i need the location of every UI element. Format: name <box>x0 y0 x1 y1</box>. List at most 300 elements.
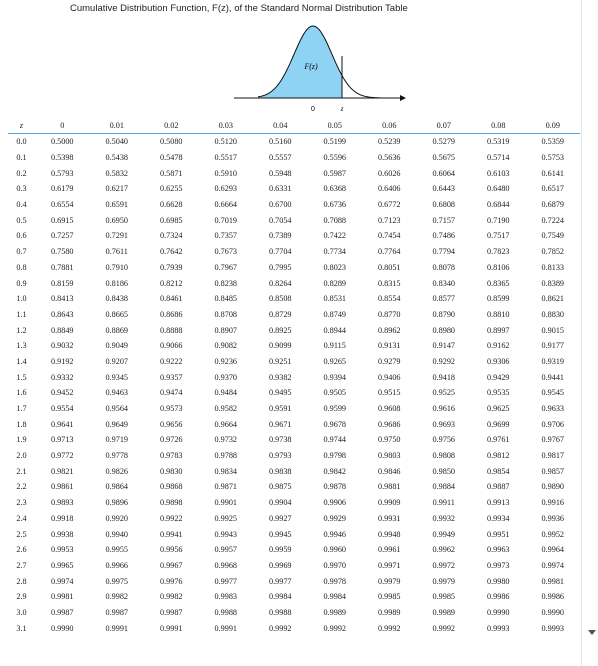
z-value-cell: 2.4 <box>16 513 27 523</box>
table-row <box>8 495 580 511</box>
probability-cell: 0.9992 <box>268 623 292 633</box>
table-row <box>8 385 580 401</box>
z-value-cell: 0.7 <box>16 247 27 257</box>
probability-cell: 0.9649 <box>105 419 128 429</box>
probability-cell: 0.9656 <box>159 419 183 429</box>
probability-cell: 0.9608 <box>377 404 401 414</box>
z-value-cell: 2.1 <box>16 466 27 476</box>
probability-cell: 0.9898 <box>159 498 183 508</box>
probability-cell: 0.5239 <box>377 137 401 147</box>
table-row <box>8 511 580 527</box>
z-value-cell: 1.5 <box>16 372 27 382</box>
probability-cell: 0.8621 <box>541 294 564 304</box>
probability-cell: 0.5199 <box>323 137 346 147</box>
probability-cell: 0.6179 <box>50 184 74 194</box>
probability-cell: 0.7794 <box>432 247 455 257</box>
z-value-cell: 2.0 <box>16 451 27 461</box>
probability-cell: 0.9878 <box>323 482 346 492</box>
probability-cell: 0.9429 <box>486 372 510 382</box>
shaded-area <box>258 26 342 98</box>
probability-cell: 0.5160 <box>268 137 292 147</box>
probability-cell: 0.6064 <box>432 168 455 178</box>
cdf-table <box>8 117 580 636</box>
probability-cell: 0.9986 <box>541 592 564 602</box>
probability-cell: 0.9032 <box>50 341 74 351</box>
probability-cell: 0.8051 <box>377 262 401 272</box>
probability-cell: 0.8485 <box>214 294 237 304</box>
probability-cell: 0.9821 <box>50 466 74 476</box>
table-row <box>8 526 580 542</box>
probability-cell: 0.9993 <box>541 623 564 633</box>
probability-cell: 0.9989 <box>432 607 455 617</box>
probability-cell: 0.9922 <box>159 513 183 523</box>
probability-cell: 0.9984 <box>268 592 292 602</box>
probability-cell: 0.5438 <box>105 153 128 163</box>
z-value-cell: 0.5 <box>16 215 27 225</box>
column-header: 0.05 <box>327 120 342 130</box>
probability-cell: 0.9706 <box>541 419 564 429</box>
probability-cell: 0.9987 <box>105 607 128 617</box>
probability-cell: 0.6700 <box>268 200 292 210</box>
probability-cell: 0.9941 <box>159 529 183 539</box>
table-row <box>8 134 580 150</box>
probability-cell: 0.9875 <box>268 482 292 492</box>
probability-cell: 0.7123 <box>377 215 401 225</box>
probability-cell: 0.9265 <box>323 356 346 366</box>
probability-cell: 0.5040 <box>105 137 128 147</box>
probability-cell: 0.7257 <box>50 231 74 241</box>
probability-cell: 0.8413 <box>50 294 74 304</box>
probability-cell: 0.9463 <box>105 388 128 398</box>
probability-cell: 0.6103 <box>486 168 510 178</box>
probability-cell: 0.5478 <box>159 153 183 163</box>
z-value-cell: 2.3 <box>16 498 27 508</box>
probability-cell: 0.9901 <box>214 498 237 508</box>
probability-cell: 0.9850 <box>432 466 455 476</box>
probability-cell: 0.6443 <box>432 184 455 194</box>
area-label: F(z) <box>304 62 318 71</box>
probability-cell: 0.9925 <box>214 513 237 523</box>
probability-cell: 0.9738 <box>268 435 292 445</box>
z-value-cell: 0.2 <box>16 168 27 178</box>
probability-cell: 0.6591 <box>105 200 128 210</box>
probability-cell: 0.6480 <box>486 184 510 194</box>
probability-cell: 0.9812 <box>486 451 510 461</box>
probability-cell: 0.6217 <box>105 184 128 194</box>
table-row <box>8 416 580 432</box>
chevron-down-icon[interactable] <box>588 630 596 635</box>
probability-cell: 0.9808 <box>432 451 455 461</box>
probability-cell: 0.9599 <box>323 404 346 414</box>
probability-cell: 0.9515 <box>377 388 401 398</box>
z-value-cell: 0.4 <box>16 200 27 210</box>
probability-cell: 0.6255 <box>159 184 183 194</box>
probability-cell: 0.9961 <box>377 545 401 555</box>
table-header-row <box>8 117 580 134</box>
probability-cell: 0.8159 <box>50 278 74 288</box>
probability-cell: 0.9564 <box>105 404 128 414</box>
probability-cell: 0.9965 <box>50 560 74 570</box>
probability-cell: 0.7054 <box>268 215 292 225</box>
probability-cell: 0.9989 <box>323 607 346 617</box>
probability-cell: 0.8106 <box>486 262 510 272</box>
z-value-cell: 0.1 <box>16 153 27 163</box>
probability-cell: 0.8554 <box>377 294 401 304</box>
z-value-cell: 2.9 <box>16 592 27 602</box>
probability-cell: 0.9535 <box>486 388 510 398</box>
probability-cell: 0.8962 <box>377 325 401 335</box>
probability-cell: 0.9306 <box>486 356 510 366</box>
probability-cell: 0.9890 <box>541 482 564 492</box>
probability-cell: 0.9993 <box>486 623 510 633</box>
probability-cell: 0.5557 <box>268 153 292 163</box>
probability-cell: 0.8315 <box>377 278 401 288</box>
z-value-cell: 1.0 <box>16 294 27 304</box>
probability-cell: 0.9975 <box>105 576 128 586</box>
probability-cell: 0.8238 <box>214 278 237 288</box>
probability-cell: 0.9991 <box>105 623 128 633</box>
z-label: z <box>340 105 344 113</box>
probability-cell: 0.7642 <box>159 247 183 257</box>
probability-cell: 0.8849 <box>50 325 74 335</box>
probability-cell: 0.9932 <box>432 513 455 523</box>
probability-cell: 0.9854 <box>486 466 510 476</box>
z-value-cell: 2.5 <box>16 529 27 539</box>
probability-cell: 0.9916 <box>541 498 564 508</box>
table-row <box>8 212 580 228</box>
probability-cell: 0.9980 <box>486 576 510 586</box>
probability-cell: 0.7422 <box>323 231 346 241</box>
probability-cell: 0.9990 <box>50 623 74 633</box>
probability-cell: 0.7389 <box>268 231 292 241</box>
probability-cell: 0.9946 <box>323 529 346 539</box>
probability-cell: 0.9988 <box>268 607 292 617</box>
probability-cell: 0.9484 <box>214 388 237 398</box>
probability-cell: 0.9904 <box>268 498 292 508</box>
probability-cell: 0.9931 <box>377 513 401 523</box>
table-row <box>8 228 580 244</box>
column-header: 0.01 <box>109 120 124 130</box>
probability-cell: 0.5319 <box>486 137 510 147</box>
probability-cell: 0.9992 <box>377 623 401 633</box>
probability-cell: 0.9616 <box>432 404 455 414</box>
probability-cell: 0.9798 <box>323 451 346 461</box>
column-header: 0.04 <box>273 120 288 130</box>
table-row <box>8 432 580 448</box>
probability-cell: 0.9236 <box>214 356 237 366</box>
probability-cell: 0.9969 <box>268 560 292 570</box>
probability-cell: 0.5987 <box>323 168 346 178</box>
probability-cell: 0.9382 <box>268 372 292 382</box>
probability-cell: 0.9713 <box>50 435 74 445</box>
probability-cell: 0.9981 <box>541 576 564 586</box>
probability-cell: 0.9982 <box>105 592 128 602</box>
probability-cell: 0.7967 <box>214 262 237 272</box>
probability-cell: 0.9976 <box>159 576 183 586</box>
table-row <box>8 605 580 621</box>
probability-cell: 0.8133 <box>541 262 564 272</box>
probability-cell: 0.9251 <box>268 356 292 366</box>
probability-cell: 0.9370 <box>214 372 237 382</box>
probability-cell: 0.5948 <box>268 168 292 178</box>
probability-cell: 0.9495 <box>268 388 292 398</box>
probability-cell: 0.9732 <box>214 435 237 445</box>
probability-cell: 0.6293 <box>214 184 237 194</box>
table-row <box>8 573 580 589</box>
probability-cell: 0.9049 <box>105 341 128 351</box>
table-row <box>8 479 580 495</box>
probability-cell: 0.7611 <box>105 247 128 257</box>
probability-cell: 0.7881 <box>50 262 74 272</box>
probability-cell: 0.9985 <box>377 592 401 602</box>
probability-cell: 0.5910 <box>214 168 237 178</box>
probability-cell: 0.7088 <box>323 215 346 225</box>
probability-cell: 0.8708 <box>214 309 237 319</box>
probability-cell: 0.5714 <box>486 153 510 163</box>
probability-cell: 0.7454 <box>377 231 401 241</box>
probability-cell: 0.8830 <box>541 309 564 319</box>
probability-cell: 0.7157 <box>432 215 455 225</box>
scrollbar[interactable] <box>582 0 598 666</box>
probability-cell: 0.9974 <box>541 560 564 570</box>
probability-cell: 0.8980 <box>432 325 455 335</box>
probability-cell: 0.6517 <box>541 184 564 194</box>
probability-cell: 0.9641 <box>50 419 74 429</box>
probability-cell: 0.8888 <box>159 325 183 335</box>
probability-cell: 0.9099 <box>268 341 292 351</box>
probability-cell: 0.7764 <box>377 247 401 257</box>
probability-cell: 0.9292 <box>432 356 455 366</box>
probability-cell: 0.8078 <box>432 262 455 272</box>
column-header: 0.02 <box>164 120 179 130</box>
probability-cell: 0.9929 <box>323 513 346 523</box>
z-value-cell: 1.3 <box>16 341 27 351</box>
probability-cell: 0.9826 <box>105 466 128 476</box>
probability-cell: 0.9992 <box>323 623 346 633</box>
probability-cell: 0.5000 <box>50 137 74 147</box>
probability-cell: 0.9830 <box>159 466 183 476</box>
probability-cell: 0.5636 <box>377 153 401 163</box>
probability-cell: 0.6915 <box>50 215 74 225</box>
probability-cell: 0.9981 <box>50 592 74 602</box>
z-value-cell: 2.2 <box>16 482 27 492</box>
probability-cell: 0.8944 <box>323 325 346 335</box>
table-row <box>8 322 580 338</box>
probability-cell: 0.6628 <box>159 200 183 210</box>
probability-cell: 0.9279 <box>377 356 401 366</box>
probability-cell: 0.9991 <box>159 623 183 633</box>
table-row <box>8 448 580 464</box>
probability-cell: 0.7673 <box>214 247 237 257</box>
probability-cell: 0.6331 <box>268 184 292 194</box>
probability-cell: 0.7823 <box>486 247 510 257</box>
probability-cell: 0.9913 <box>486 498 510 508</box>
probability-cell: 0.5793 <box>50 168 74 178</box>
table-row <box>8 165 580 181</box>
probability-cell: 0.9977 <box>268 576 292 586</box>
probability-cell: 0.9911 <box>432 498 455 508</box>
table-row <box>8 463 580 479</box>
probability-cell: 0.9987 <box>50 607 74 617</box>
probability-cell: 0.8770 <box>377 309 401 319</box>
probability-cell: 0.8925 <box>268 325 292 335</box>
probability-cell: 0.9857 <box>541 466 564 476</box>
column-header: 0.09 <box>545 120 560 130</box>
probability-cell: 0.8365 <box>486 278 510 288</box>
probability-cell: 0.9756 <box>432 435 455 445</box>
probability-cell: 0.7704 <box>268 247 292 257</box>
probability-cell: 0.5517 <box>214 153 237 163</box>
column-header: 0.03 <box>218 120 233 130</box>
probability-cell: 0.9693 <box>432 419 455 429</box>
probability-cell: 0.5120 <box>214 137 237 147</box>
probability-cell: 0.7939 <box>159 262 183 272</box>
probability-cell: 0.9992 <box>432 623 455 633</box>
probability-cell: 0.5871 <box>159 168 183 178</box>
probability-cell: 0.9842 <box>323 466 346 476</box>
table-row <box>8 307 580 323</box>
probability-cell: 0.9744 <box>323 435 346 445</box>
probability-cell: 0.8810 <box>486 309 510 319</box>
probability-cell: 0.9664 <box>214 419 237 429</box>
probability-cell: 0.9868 <box>159 482 183 492</box>
zero-label: 0 <box>311 106 315 113</box>
probability-cell: 0.8869 <box>105 325 128 335</box>
probability-cell: 0.9750 <box>377 435 401 445</box>
probability-cell: 0.9778 <box>105 451 128 461</box>
probability-cell: 0.5398 <box>50 153 74 163</box>
probability-cell: 0.9982 <box>159 592 183 602</box>
probability-cell: 0.9452 <box>50 388 74 398</box>
probability-cell: 0.9871 <box>214 482 237 492</box>
z-value-cell: 2.8 <box>16 576 27 586</box>
probability-cell: 0.9949 <box>432 529 455 539</box>
probability-cell: 0.6808 <box>432 200 455 210</box>
probability-cell: 0.9948 <box>377 529 401 539</box>
probability-cell: 0.7852 <box>541 247 564 257</box>
probability-cell: 0.9896 <box>105 498 128 508</box>
probability-cell: 0.9846 <box>377 466 401 476</box>
probability-cell: 0.8790 <box>432 309 455 319</box>
probability-cell: 0.6664 <box>214 200 237 210</box>
probability-cell: 0.8023 <box>323 262 346 272</box>
probability-cell: 0.9934 <box>486 513 510 523</box>
table-row <box>8 558 580 574</box>
probability-cell: 0.7190 <box>486 215 510 225</box>
probability-cell: 0.9066 <box>159 341 183 351</box>
probability-cell: 0.9192 <box>50 356 74 366</box>
probability-cell: 0.9989 <box>377 607 401 617</box>
probability-cell: 0.9793 <box>268 451 292 461</box>
probability-cell: 0.9962 <box>432 545 455 555</box>
probability-cell: 0.9633 <box>541 404 564 414</box>
probability-cell: 0.9671 <box>268 419 292 429</box>
probability-cell: 0.5080 <box>159 137 183 147</box>
z-value-cell: 1.4 <box>16 356 27 366</box>
x-axis-arrow <box>400 95 406 101</box>
z-value-cell: 0.0 <box>16 137 27 147</box>
column-header: 0.08 <box>491 120 506 130</box>
probability-cell: 0.6368 <box>323 184 346 194</box>
column-header: 0.06 <box>382 120 397 130</box>
probability-cell: 0.6844 <box>486 200 510 210</box>
probability-cell: 0.6950 <box>105 215 128 225</box>
probability-cell: 0.9957 <box>214 545 237 555</box>
probability-cell: 0.9719 <box>105 435 128 445</box>
z-value-cell: 1.7 <box>16 404 27 414</box>
probability-cell: 0.9573 <box>159 404 183 414</box>
probability-cell: 0.9406 <box>377 372 401 382</box>
probability-cell: 0.9952 <box>541 529 564 539</box>
probability-cell: 0.9955 <box>105 545 128 555</box>
probability-cell: 0.7324 <box>159 231 183 241</box>
probability-cell: 0.9015 <box>541 325 564 335</box>
z-value-cell: 0.8 <box>16 262 27 272</box>
page-title: Cumulative Distribution Function, F(z), of the Standard Normal Distribution Table <box>70 3 408 14</box>
probability-cell: 0.7291 <box>105 231 128 241</box>
probability-cell: 0.9973 <box>486 560 510 570</box>
z-value-cell: 0.9 <box>16 278 27 288</box>
probability-cell: 0.9783 <box>159 451 183 461</box>
probability-cell: 0.9357 <box>159 372 183 382</box>
probability-cell: 0.9987 <box>159 607 183 617</box>
probability-cell: 0.9953 <box>50 545 74 555</box>
probability-cell: 0.9881 <box>377 482 401 492</box>
probability-cell: 0.9945 <box>268 529 292 539</box>
probability-cell: 0.8508 <box>268 294 292 304</box>
probability-cell: 0.9332 <box>50 372 74 382</box>
probability-cell: 0.7734 <box>323 247 346 257</box>
probability-cell: 0.8577 <box>432 294 455 304</box>
probability-cell: 0.8289 <box>323 278 346 288</box>
z-value-cell: 1.6 <box>16 388 27 398</box>
probability-cell: 0.9893 <box>50 498 74 508</box>
table-row <box>8 542 580 558</box>
probability-cell: 0.9772 <box>50 451 74 461</box>
probability-cell: 0.7486 <box>432 231 455 241</box>
probability-cell: 0.9678 <box>323 419 346 429</box>
probability-cell: 0.9817 <box>541 451 564 461</box>
probability-cell: 0.6736 <box>323 200 346 210</box>
probability-cell: 0.9767 <box>541 435 564 445</box>
probability-cell: 0.9147 <box>432 341 455 351</box>
probability-cell: 0.9920 <box>105 513 128 523</box>
z-value-cell: 1.1 <box>16 309 27 319</box>
probability-cell: 0.9686 <box>377 419 401 429</box>
probability-cell: 0.7910 <box>105 262 128 272</box>
probability-cell: 0.9971 <box>377 560 401 570</box>
probability-cell: 0.9803 <box>377 451 401 461</box>
probability-cell: 0.9978 <box>323 576 346 586</box>
probability-cell: 0.9918 <box>50 513 74 523</box>
probability-cell: 0.9162 <box>486 341 510 351</box>
probability-cell: 0.6879 <box>541 200 564 210</box>
probability-cell: 0.5675 <box>432 153 455 163</box>
probability-cell: 0.9940 <box>105 529 128 539</box>
probability-cell: 0.8686 <box>159 309 183 319</box>
probability-cell: 0.9726 <box>159 435 183 445</box>
probability-cell: 0.8186 <box>105 278 128 288</box>
probability-cell: 0.8729 <box>268 309 292 319</box>
probability-cell: 0.9984 <box>323 592 346 602</box>
normal-curve-figure <box>230 18 410 113</box>
probability-cell: 0.7019 <box>214 215 237 225</box>
table-row <box>8 620 580 636</box>
column-header: 0 <box>60 120 65 130</box>
probability-cell: 0.9864 <box>105 482 128 492</box>
probability-cell: 0.9959 <box>268 545 292 555</box>
probability-cell: 0.5832 <box>105 168 128 178</box>
